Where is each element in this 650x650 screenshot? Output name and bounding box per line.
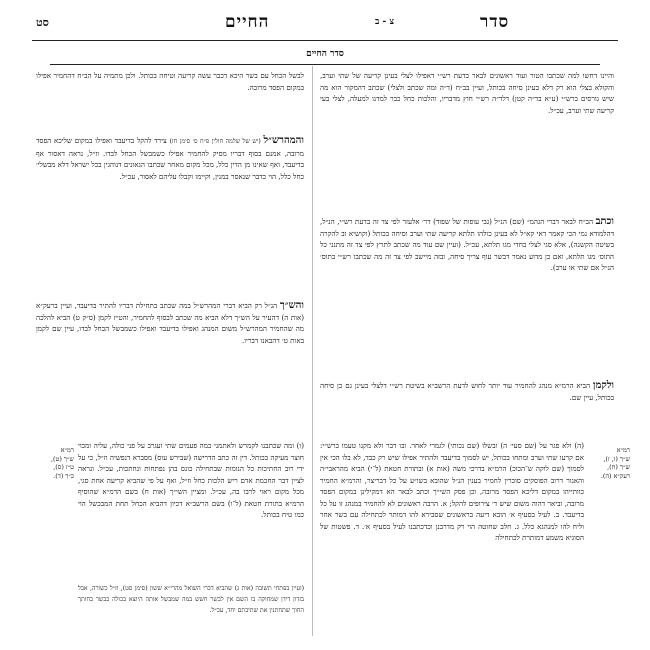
margin-ref: ט״ז (ס), bbox=[53, 463, 74, 471]
right-paragraph-1: והיינו דחשו למה שכתבו הטור ועוד ראשונים לבאר בדעת רש״י דאפילו לצלי בעינן קריעה של שתי וערב, והקולא בצלי הוא רק דלא בעינן סיחה בכותל, ועיין בב״ח (ד״ה ומה שכתב ולצלי) שכתב דהמקור הוא מה שיש גורסים ברש״י (ע״א בד״ה קטן) דלד״ה רש״י חוץ מדבריו, והלכות כחל כבר למדנו למעלה, לצלי בעי קריעה שתי וערב, עכ״ל. bbox=[320, 71, 614, 115]
paragraph-text: צירד להקל בדיעבד ואפילו במקום שליכא הפסד מרובה, אמנם בסוף דבריו מסיק להחמיר אפילו כשמבשל הכחל לבדו. וז״ל, נראה דאסור אף בדיעבד, ואף שאינו מן הדין כלל, מכל מקום מאחר שכתבו הגאונים דנוהגין בכל ישראל דלא מבשלי׳ כחל כלל, הוי כדבר שנאסר במנין, וקיימו וקבלו עליהם לאסור, עכ״ל. bbox=[36, 136, 304, 181]
left-paragraph-2 bbox=[36, 135, 304, 182]
left-final-note: (ועיין בפתחי תשובה (אות ג) שהביא דברי השואל מהרי״א ששון (סימן סט), וז״ל כשורה, אבל בזדון דידן שמחוקה בו השם אין לבשר חשש במה שמבשל אותה היוצא בכולה בבשר בחותך החוך שתחתנין את שתיבתם יחד, עכ״ל. bbox=[78, 585, 304, 614]
margin-ref: ש״ך (ו, ז), bbox=[603, 454, 630, 463]
right-lower-note: (ה) ולא פגר על (שם סעי׳ ה) ובשלו (שם נכותי) לגמרי לאחר. ובו דבר ולא מקנו טעמו ברש״י: אם קרעו שתי וערב ומתחו בכותל, יש לסמוך בדיעבד ולהתיר אפילו שיש רק כבד, לא בלו הכי אין לסמוך (שם לוקה ש־הכוכ) הרמ״א בדרכי משה (אות א) ובתורת חטאת (ל־י) הביא מהראבי״ה והאגור דרוב הפוסקים סוברין לחמיר בענין הנ״ל שהובא בשו״ע על כל דבריצר, והרמ״א החמיר כוותייהו במקום דליכא הפסד מרובה, וכן פסק השי״ך וכתב לבאר הא דמקילינן במקום הפסד מרובה, וביאר דהוה משום שיש ד׳ צירופים להקל; א. הרבה ראשונים לא להחמיר במנהג זו על כל בדיעבד. ב. לעיל בסעיף א׳ הובא דיעה בראשונים שסבירא להו דמותר לכתחילה עם בשר אחר וליח להו למנהגא כלל. ג. חלב שחוטה הוי רק מדרבנן וכדכתבנו לעיל בסעיף א׳. ד. פשטות של הסוגיא משמע דמותרת לכתחילה bbox=[320, 441, 584, 542]
subheading-rule bbox=[50, 64, 600, 65]
margin-ref: ש״ך (ח), bbox=[607, 463, 630, 471]
running-title-center: החיים bbox=[225, 12, 270, 32]
paragraph-lead-word: ולקמן bbox=[592, 380, 614, 391]
running-title-right: סדר bbox=[480, 12, 510, 32]
header-rule bbox=[32, 40, 618, 41]
paragraph-text: הב״ח לבאר דברי הגהמ״ (שם) הנ״ל (גבי עופות של שפוד) דר׳ אלעזר לפי צד זה בדעת רש״י, הנ״ל, דהלמודא נמי הכי קאמר דאי קא״ל לא בעינן כולהו תלתא קריעה שתי וערב וסיחה בכותל (וקושיא וב להקרה בשיטה הקשנה), אלא סגי לצלי בחדי מגו תלתא, עכ״ל. (ועיין שם עוד מה שכתב לתרץ לפי צד זה מתנני כל התוס׳ מגו תלתא, ואם כן מדוע נאמר דבשר עוף צריך סיחה, ובזה מיישב לפי צד זה מה שכתבו רש״י בתוס׳ הנ״ל אם שתי או ערב). bbox=[320, 217, 614, 272]
margin-ref: רמ״א bbox=[60, 446, 74, 454]
paragraph-text: הביא הרמ״א מנהג להחמיר עוד יותר לחוש לדעת הרשב״א בשיטת רש״י דלצלי בעינן גם כן סיחה בכותל, עיין שם. bbox=[320, 381, 614, 402]
left-margin-references bbox=[34, 446, 74, 480]
paragraph-lead-word: וכתב bbox=[595, 216, 614, 227]
left-lower-note: (ו) ומה שכתבנו לקמרש ולאתמני כמה פעמים שתי ועגרב על פני כולה, עליה ומכוי חוצר מעיקה בכותל. דין זה כתב הדרישה (שבירש עוס) מסברא דנפשיה וז״ל, כי על ידי רוב החתיכות כל הנומות שבתחילה כונס בהן נפתחות ונחתכות, עכ״ל. ונראה לציין דבר החכמת אדם ריש הלכות כחל וז״ל, ואף על פי שהביא קריעה אחת סגי, מכל מקום ראוי לרבו בה, עכ״ל. ומציין השי״ך (אות ח) בשם הרמ״א שהוסיף הרמ״א בתורת חטאת (ל־ו) בשם הרשב״א דכיון דהביא הכחל תחת המבכשל הוי כמו טיח בכותל. bbox=[78, 441, 304, 519]
margin-ref: רמ״א bbox=[616, 446, 630, 454]
left-paragraph-3 bbox=[36, 300, 304, 346]
column-divider bbox=[312, 66, 313, 636]
paragraph-lead-word: והש״ך bbox=[279, 300, 304, 311]
right-paragraph-3 bbox=[320, 380, 614, 403]
right-margin-references bbox=[590, 446, 630, 480]
paragraph-lead-word: והמהרש״ל bbox=[263, 135, 304, 146]
left-paragraph-1: לבשל הכחל עם בשר היכא דכבר עשה קריעה וטיחה בכותל. ולכן מתמיה על הב״ח דהחמיר אפילו במקום הפסד מרובה. bbox=[36, 71, 304, 92]
section-subheading: סדר החיים bbox=[306, 49, 344, 59]
margin-ref: רעק״א (ה). bbox=[600, 471, 630, 480]
page-number: סט bbox=[36, 16, 49, 29]
right-paragraph-2 bbox=[320, 216, 614, 274]
margin-ref: ש״ך (ט), bbox=[50, 454, 74, 463]
source-reference: (יש של שלמה חולין פ״ח ס׳ סימן חז) bbox=[169, 138, 261, 145]
paragraph-text: הנ״ל רק הביא דברי המהרש״ל במה שכתב בתחילת דבריו להתיר בדיעבד, ועיין ברעק״א (אות ה) דהעיר על הש״ך דלא הביא מה שכתב לבסוף להחמיר, והט״ז לקמן (ס״ק ט) הביא להלכה מה שהחמיר המהרש״ל משום המנהג ואפילו בדיעבד ואפילו כשמבשל הכחל לבדו, עיין שם לקמן באות ט׳ דהבאנו דבריו. bbox=[36, 301, 304, 345]
margin-ref: כ״ך (ד). bbox=[53, 471, 74, 480]
section-reference: צ - ב bbox=[375, 17, 395, 27]
